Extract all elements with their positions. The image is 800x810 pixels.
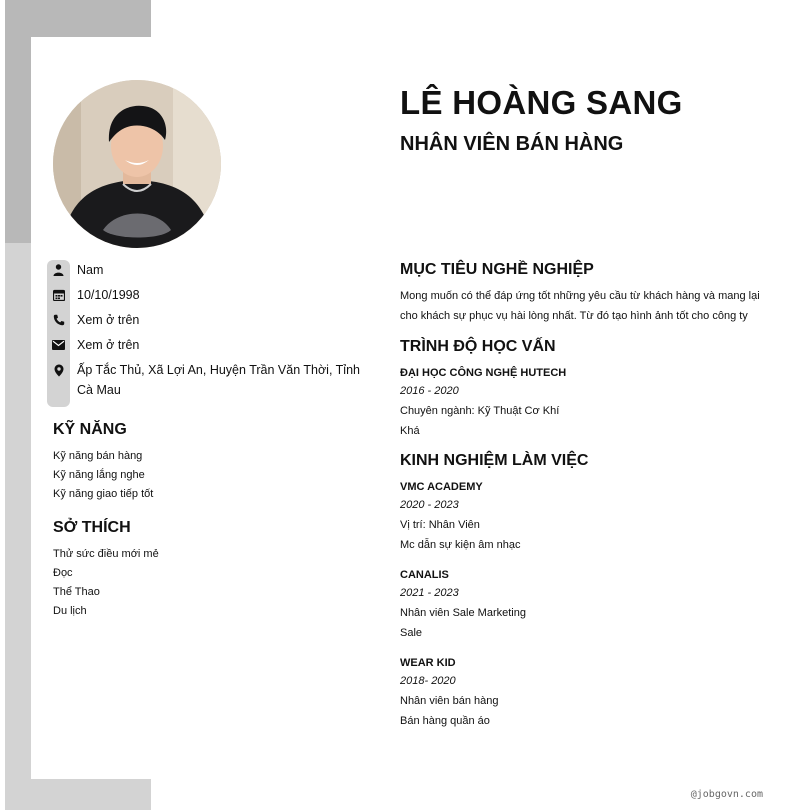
main-column — [400, 261, 760, 742]
experience-description: Sale — [400, 626, 423, 639]
experience-entry — [400, 478, 760, 555]
contact-address-text: Ấp Tắc Thủ, Xã Lợi An, Huyện Trần Văn Thời, Tỉnh Cà Mau — [77, 363, 360, 397]
skills-title: KỸ NĂNG — [53, 421, 127, 438]
hobbies-list — [53, 545, 353, 621]
list-item: Thử sức điều mới mẻ — [53, 548, 159, 560]
experience-position: Nhân viên Sale Marketing — [400, 607, 526, 619]
education-title: TRÌNH ĐỘ HỌC VẤN — [400, 338, 556, 355]
phone-icon — [47, 310, 70, 330]
hobbies-section — [53, 519, 353, 621]
objective-text: Mong muốn có thể đáp ứng tốt những yêu cầu từ khách hàng và mang lại cho khách sự phục vụ hài lòng nhất. Từ đó tạo hình ảnh tốt cho công ty — [400, 290, 760, 322]
list-item: Thể Thao — [53, 586, 100, 598]
experience-entry — [400, 566, 760, 643]
list-item: Du lịch — [53, 605, 87, 617]
education-major: Chuyên ngành: Kỹ Thuật Cơ Khí — [400, 405, 560, 417]
contact-email-text: Xem ở trên — [77, 338, 140, 352]
school-name: ĐẠI HỌC CÔNG NGHỆ HUTECH — [400, 367, 567, 379]
calendar-icon — [47, 285, 70, 305]
experience-description: Mc dẫn sự kiện âm nhạc — [400, 538, 521, 551]
list-item: Kỹ năng bán hàng — [53, 450, 143, 462]
list-item: Kỹ năng lắng nghe — [53, 469, 145, 481]
experience-period: 2018- 2020 — [400, 675, 456, 687]
experience-entry — [400, 654, 760, 731]
skills-section — [53, 421, 353, 504]
candidate-name: LÊ HOÀNG SANG — [400, 84, 683, 121]
experience-description: Bán hàng quần áo — [400, 714, 490, 727]
person-icon — [47, 260, 70, 280]
candidate-title: NHÂN VIÊN BÁN HÀNG — [400, 133, 624, 155]
list-item: Kỹ năng giao tiếp tốt — [53, 488, 154, 500]
contact-email — [47, 335, 367, 355]
watermark: @jobgovn.com — [690, 789, 763, 800]
experience-position: Nhân viên bán hàng — [400, 695, 499, 707]
company-name: VMC ACADEMY — [400, 481, 483, 493]
skills-list — [53, 447, 353, 504]
hobbies-title: SỞ THÍCH — [53, 519, 131, 536]
contact-phone — [47, 310, 367, 330]
experience-title: KINH NGHIỆM LÀM VIỆC — [400, 452, 589, 469]
experience-position: Vị trí: Nhân Viên — [400, 519, 480, 531]
contact-gender-text: Nam — [77, 263, 104, 277]
experience-period: 2020 - 2023 — [400, 499, 459, 511]
education-period: 2016 - 2020 — [400, 385, 459, 397]
avatar-portrait-image — [53, 80, 221, 248]
education-grade: Khá — [400, 424, 420, 437]
experience-period: 2021 - 2023 — [400, 587, 459, 599]
contact-birthday-text: 10/10/1998 — [77, 288, 140, 302]
location-pin-icon — [47, 360, 70, 380]
contact-phone-text: Xem ở trên — [77, 313, 140, 327]
contact-list — [47, 260, 367, 405]
list-item: Đọc — [53, 567, 73, 579]
contact-address — [47, 360, 367, 400]
mail-icon — [47, 335, 70, 355]
avatar — [53, 80, 221, 248]
contact-birthday — [47, 285, 367, 305]
contact-gender — [47, 260, 367, 280]
company-name: CANALIS — [400, 569, 449, 581]
education-entry — [400, 364, 760, 441]
company-name: WEAR KID — [400, 657, 456, 669]
objective-title: MỤC TIÊU NGHỀ NGHIỆP — [400, 261, 594, 278]
